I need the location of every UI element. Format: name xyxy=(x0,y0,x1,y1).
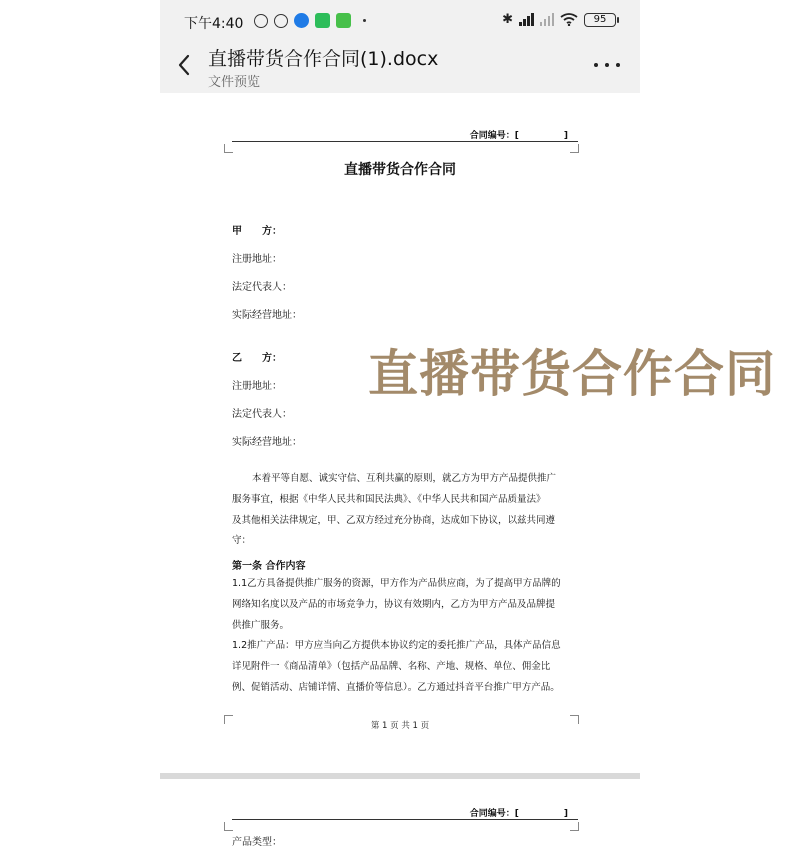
contract-number: 合同编号：[ ] xyxy=(469,131,568,141)
document-page-1 xyxy=(160,93,640,773)
dot-icon xyxy=(616,63,620,67)
chevron-left-icon xyxy=(172,50,198,80)
bluetooth-icon: ✱ xyxy=(502,12,513,27)
document-viewer[interactable] xyxy=(160,93,640,853)
clause-1-1 xyxy=(232,574,578,636)
phone-screen xyxy=(160,0,640,853)
dot-icon xyxy=(605,63,609,67)
party-a-label: 甲 方： xyxy=(232,226,282,237)
document-subtitle: 文件预览 xyxy=(208,75,261,90)
contract-heading: 直播带货合作合同 xyxy=(344,162,456,178)
alarm-icon xyxy=(274,14,288,28)
page-corner-mark xyxy=(570,144,579,153)
signal-icon xyxy=(519,13,534,26)
title-overlay: 直播带货合作合同 xyxy=(368,344,776,403)
party-a-actual-address: 实际经营地址： xyxy=(232,310,302,321)
party-a-rep: 法定代表人： xyxy=(232,282,292,293)
text-line: 例、促销活动、店铺详情、直播价等信息）。乙方通过抖音平台推广甲方产品。 xyxy=(232,681,560,693)
text-line: 供推广服务。 xyxy=(232,619,290,631)
wechat-icon xyxy=(315,13,330,28)
header-rule xyxy=(232,141,578,142)
clause-1-2 xyxy=(232,636,578,698)
text-line: 详见附件一《商品清单》（包括产品品牌、名称、产地、规格、单位、佣金比 xyxy=(232,660,551,672)
status-time: 下午4:40 xyxy=(184,16,244,32)
back-button[interactable] xyxy=(172,50,198,80)
status-icons-left xyxy=(254,13,366,28)
app-bar xyxy=(160,40,640,94)
text-line: 服务事宜，根据《中华人民共和国民法典》、《中华人民共和国产品质量法》 xyxy=(232,493,546,505)
status-bar xyxy=(160,0,640,40)
status-icons-right xyxy=(502,12,616,27)
page-corner-mark xyxy=(224,822,233,831)
product-type-field: 产品类型： xyxy=(232,837,282,848)
header-rule xyxy=(232,819,578,820)
page-footer: 第 1 页 共 1 页 xyxy=(370,721,430,731)
article-1-title: 第一条 合作内容 xyxy=(232,561,306,572)
more-options-button[interactable] xyxy=(594,54,620,76)
document-page-2 xyxy=(160,779,640,853)
text-line: 网络知名度以及产品的市场竞争力，协议有效期内，乙方为甲方产品及品牌提 xyxy=(232,598,556,610)
wifi-icon xyxy=(560,13,578,26)
party-b-label: 乙 方： xyxy=(232,353,282,364)
contract-number: 合同编号：[ ] xyxy=(469,809,568,819)
party-b-address: 注册地址： xyxy=(232,381,282,392)
text-line: 本着平等自愿、诚实守信、互利共赢的原则，就乙方为甲方产品提供推广 xyxy=(252,473,557,484)
party-a-address: 注册地址： xyxy=(232,254,282,265)
text-line: 及其他相关法律规定，甲、乙双方经过充分协商，达成如下协议，以兹共同遵 xyxy=(232,514,556,526)
download-icon xyxy=(336,13,351,28)
mute-icon xyxy=(254,14,268,28)
battery-icon: 95 xyxy=(584,13,616,27)
signal-2-icon xyxy=(540,13,555,26)
party-b-actual-address: 实际经营地址： xyxy=(232,437,302,448)
app-icon xyxy=(294,13,309,28)
more-notifications-dot xyxy=(363,19,366,22)
text-line: 1.1乙方具备提供推广服务的资源，甲方作为产品供应商，为了提高甲方品牌的 xyxy=(232,578,561,589)
text-line: 守： xyxy=(232,535,252,547)
intro-paragraph xyxy=(232,469,578,552)
dot-icon xyxy=(594,63,598,67)
page-corner-mark xyxy=(570,822,579,831)
page-corner-mark xyxy=(224,144,233,153)
party-b-rep: 法定代表人： xyxy=(232,409,292,420)
text-line: 1.2推广产品：甲方应当向乙方提供本协议约定的委托推广产品，具体产品信息 xyxy=(232,640,561,651)
document-title: 直播带货合作合同(1).docx xyxy=(208,48,439,70)
